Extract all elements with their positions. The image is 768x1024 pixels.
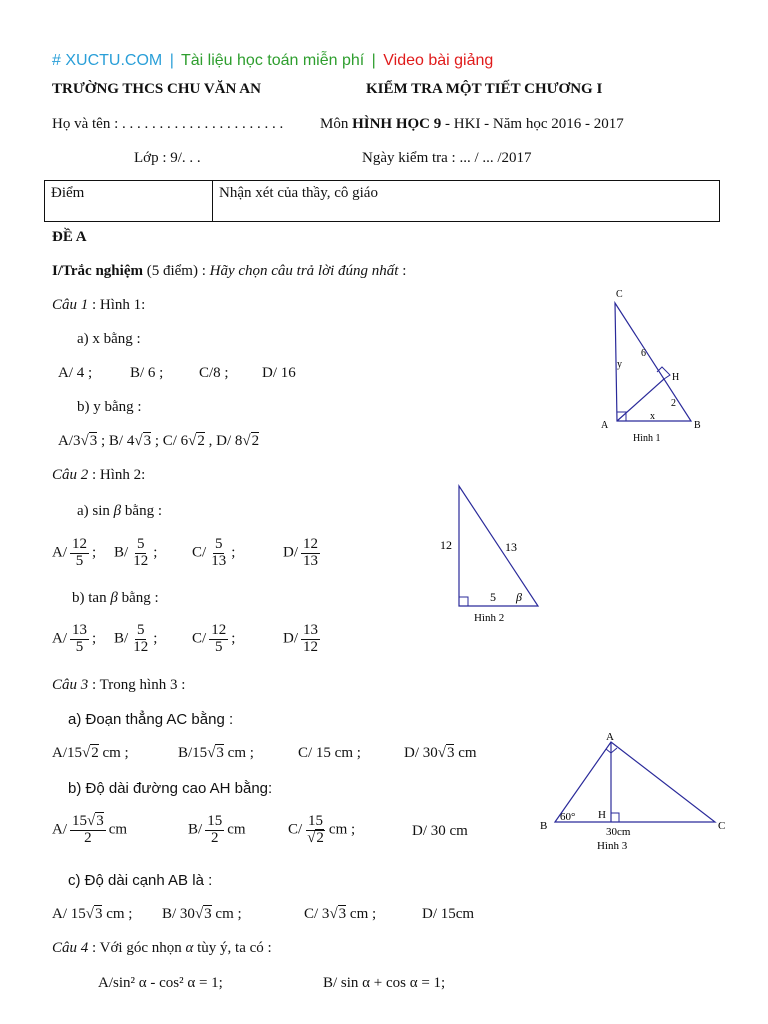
q1a-option-d[interactable]: D/ 16 xyxy=(262,365,296,381)
fig1-vertex-h: H xyxy=(672,372,680,383)
subject-suffix: - HKI - Năm học 2016 - 2017 xyxy=(445,116,624,132)
q2-heading xyxy=(52,467,145,484)
q4-tail: tùy ý, ta có : xyxy=(197,940,272,956)
q1b-option-a[interactable]: A/3√3 xyxy=(58,433,98,449)
header-separator: | xyxy=(169,52,174,69)
q2a-option-c[interactable]: C/ $\frac{5}{13}$ ; xyxy=(192,536,236,569)
q1-heading xyxy=(52,297,145,314)
free-docs-link[interactable]: Tài liệu học toán miễn phí xyxy=(181,52,365,69)
fig1-caption: Hình 1 xyxy=(633,433,661,444)
q3c-prompt: c) Độ dài cạnh AB là : xyxy=(68,872,213,889)
fig3-triangle xyxy=(555,742,715,822)
q2b-option-a[interactable]: A/ $\frac{13}{5}$ ; xyxy=(52,622,97,655)
q1b-options xyxy=(58,433,259,450)
fig3-vertex-b: B xyxy=(540,820,548,832)
q4-prompt: : Với góc nhọn xyxy=(92,940,182,956)
student-name-field[interactable]: Họ và tên : . . . . . . . . . . . . . . . . . . . . . . xyxy=(52,116,284,132)
q1-label: Câu 1 xyxy=(52,297,89,313)
q4-heading xyxy=(52,940,272,957)
fig1-triangle xyxy=(615,303,691,421)
q2a-option-d[interactable]: D/ $\frac{12}{13}$ xyxy=(283,536,318,569)
subject-line xyxy=(320,116,624,133)
q3a-option-c[interactable]: C/ 15 cm ; xyxy=(298,745,361,761)
fig2-label-12: 12 xyxy=(440,538,452,552)
fig2-label-13: 13 xyxy=(505,540,517,554)
q1b-prompt: b) y bằng : xyxy=(77,399,142,415)
q3a-option-b[interactable]: B/15√3 cm ; xyxy=(178,745,254,761)
q1a-option-a[interactable]: A/ 4 ; xyxy=(58,365,93,381)
site-header xyxy=(52,52,493,70)
fig2-triangle xyxy=(459,486,538,606)
fig1-vertex-b: B xyxy=(694,420,701,431)
q2b-option-c[interactable]: C/ $\frac{12}{5}$ ; xyxy=(192,622,236,655)
q3b-option-c[interactable]: C/ $\frac{15}{√2}$ cm ; xyxy=(288,813,356,846)
q2b-prompt: b) tan β bằng : xyxy=(72,590,159,606)
q2a-option-a[interactable]: A/ $\frac{12}{5}$ ; xyxy=(52,536,97,569)
fig2-label-5: 5 xyxy=(490,590,496,604)
q1b-option-d[interactable]: , D/ 8√2 xyxy=(208,433,260,449)
fig3-vertex-h: H xyxy=(598,809,606,821)
score-label: Điểm xyxy=(51,185,85,201)
header-separator: | xyxy=(371,52,376,69)
q3c-option-c[interactable]: C/ 3√3 cm ; xyxy=(304,906,377,922)
q1a-option-c[interactable]: C/8 ; xyxy=(199,365,229,381)
q2b-option-b[interactable]: B/ $\frac{5}{12}$ ; xyxy=(114,622,158,655)
q2a-prompt: a) sin β bằng : xyxy=(77,503,162,519)
q3a-option-a[interactable]: A/15√2 cm ; xyxy=(52,745,129,761)
fig2-caption: Hình 2 xyxy=(474,612,505,624)
q3b-option-d[interactable]: D/ 30 cm xyxy=(412,823,468,839)
brand-link[interactable]: # XUCTU.COM xyxy=(52,52,163,69)
fig3-caption: Hình 3 xyxy=(597,840,628,852)
section-instruction: Hãy chọn câu trả lời đúng nhất xyxy=(209,263,399,279)
q1b-option-c[interactable]: ; C/ 6√2 xyxy=(154,433,205,449)
q3b-option-b[interactable]: B/ $\frac{15}{2}$ cm xyxy=(188,813,246,846)
school-name: TRƯỜNG THCS CHU VĂN AN xyxy=(52,81,261,97)
fig2-label-beta: β xyxy=(516,590,522,604)
q2-ref: : Hình 2: xyxy=(92,467,146,483)
q2-label: Câu 2 xyxy=(52,467,89,483)
q3b-prompt: b) Độ dài đường cao AH bằng: xyxy=(68,780,273,797)
fig3-vertex-a: A xyxy=(606,731,614,743)
video-link[interactable]: Video bài giảng xyxy=(383,52,494,69)
subject-prefix: Môn xyxy=(320,116,349,132)
figure-3 xyxy=(535,728,735,858)
figure-1 xyxy=(595,285,715,450)
fig1-vertex-a: A xyxy=(601,420,609,431)
q4-option-a[interactable]: A/sin² α - cos² α = 1; xyxy=(98,975,223,991)
q3-heading xyxy=(52,677,185,694)
q3-label: Câu 3 xyxy=(52,677,89,693)
figure-2 xyxy=(432,480,552,630)
fig1-label-x: x xyxy=(650,411,655,422)
score-table xyxy=(44,180,720,222)
q3c-option-b[interactable]: B/ 30√3 cm ; xyxy=(162,906,242,922)
score-cell[interactable] xyxy=(45,181,213,221)
fig1-label-6: 6 xyxy=(641,348,646,359)
section-heading: I/Trắc nghiệm xyxy=(52,263,143,279)
fig3-right-angle-h xyxy=(611,813,619,822)
exam-date-field[interactable]: Ngày kiểm tra : ... / ... /2017 xyxy=(362,150,532,166)
fig3-angle-label: 60° xyxy=(560,811,576,823)
q3a-prompt: a) Đoạn thẳng AC bằng : xyxy=(68,711,234,728)
q4-option-b[interactable]: B/ sin α + cos α = 1; xyxy=(323,975,446,991)
fig1-label-2: 2 xyxy=(671,398,676,409)
section-points: (5 điểm) : xyxy=(146,263,206,279)
exam-code: ĐỀ A xyxy=(52,229,87,245)
q4-label: Câu 4 xyxy=(52,940,89,956)
q1a-prompt: a) x bằng : xyxy=(77,331,141,347)
fig1-vertex-c: C xyxy=(616,289,623,300)
comment-label: Nhận xét của thầy, cô giáo xyxy=(219,185,378,201)
subject-name: HÌNH HỌC 9 xyxy=(352,116,442,132)
q2b-option-d[interactable]: D/ $\frac{13}{12}$ xyxy=(283,622,318,655)
fig3-base-label: 30cm xyxy=(606,826,631,838)
class-field[interactable]: Lớp : 9/. . . xyxy=(134,150,201,166)
section-colon: : xyxy=(402,263,407,279)
q2a-option-b[interactable]: B/ $\frac{5}{12}$ ; xyxy=(114,536,158,569)
q1b-option-b[interactable]: ; B/ 4√3 xyxy=(100,433,152,449)
section-title xyxy=(52,263,406,280)
comment-cell[interactable] xyxy=(213,181,719,229)
fig1-altitude xyxy=(617,379,664,421)
fig2-right-angle xyxy=(459,597,468,606)
q1a-option-b[interactable]: B/ 6 ; xyxy=(130,365,164,381)
q3a-option-d[interactable]: D/ 30√3 cm xyxy=(404,745,477,761)
q3c-option-d[interactable]: D/ 15cm xyxy=(422,906,475,922)
exam-title: KIỂM TRA MỘT TIẾT CHƯƠNG I xyxy=(366,81,603,97)
fig1-label-y: y xyxy=(617,359,622,370)
q3-ref: : Trong hình 3 : xyxy=(92,677,186,693)
q3c-option-a[interactable]: A/ 15√3 cm ; xyxy=(52,906,133,922)
q1-ref: : Hình 1: xyxy=(92,297,146,313)
q4-alpha: α xyxy=(185,940,194,956)
fig3-vertex-c: C xyxy=(718,820,726,832)
q3b-option-a[interactable]: A/ $\frac{15√3}{2}$ cm xyxy=(52,813,128,846)
